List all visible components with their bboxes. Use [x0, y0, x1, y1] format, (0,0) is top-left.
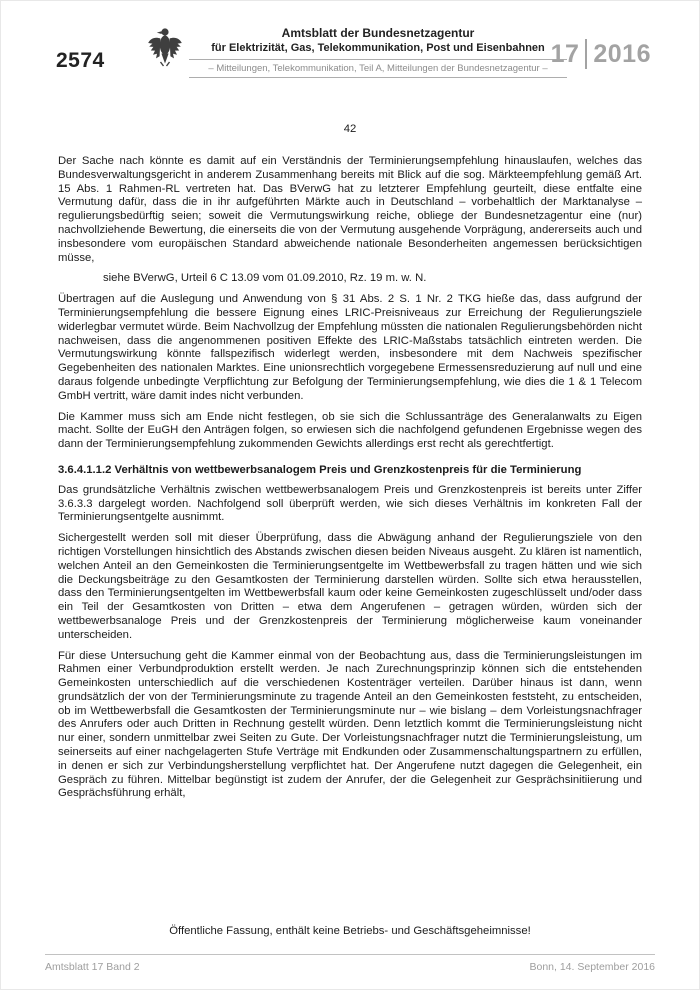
body-paragraph: Sichergestellt werden soll mit dieser Überprüfung, dass die Abwägung anhand der Regulierungsziele von den richtigen Vorstellungen hinsichtlich des Abstands zwischen diesen beiden Niveaus ausgeht. Zu klären ist namentlich, welchen Anteil an den Gemeinkosten die Terminierungsentgelte im Wettbewerbsfall zu tragen hätten und wie sich die Deckungsbeiträge zu den Gesamtkosten der Terminierung darstellen würden. Sollte sich etwa herausstellen, dass den Terminierungsentgelten im Wettbewerbsfall kaum oder keine Gemeinkosten zugeschlüsselt und/oder dass ein Teil der Gesamtkosten von Dritten – etwa dem Angerufenen – getragen würden, würden sich der wettbewerbsanaloge Preis und der Grenzkostenpreis der Terminierung möglicherweise kaum voneinander unterscheiden.	[58, 532, 642, 641]
page-number-left: 2574	[56, 49, 105, 72]
body-paragraph: Das grundsätzliche Verhältnis zwischen wettbewerbsanalogem Preis und Grenzkostenpreis ist bereits unter Ziffer 3.6.3.3 dargelegt worden. Nachfolgend soll überprüft werden, wie sich dieses Verhältnis im konkreten Fall der Terminierungsentgelte ausnimmt.	[58, 483, 642, 524]
footer-left: Amtsblatt 17 Band 2	[45, 961, 140, 973]
header-title-block	[189, 26, 567, 78]
header-org-line1: Amtsblatt der Bundesnetzagentur	[281, 26, 475, 40]
body-paragraph: Übertragen auf die Auslegung und Anwendung von § 31 Abs. 2 S. 1 Nr. 2 TKG hieße das, dass aufgrund der Terminierungsempfehlung die bessere Eignung eines LRIC-Preisniveaus zur Erreichung der Regulierungsziele widerlegbar vermutet würde. Beim Nachvollzug der Empfehlung müssten die nationalen Regulierungsbehörden nicht nachweisen, dass die angenommenen positiven Effekte des LRIC-Maßstabs tatsächlich eintreten werden. Die Vermutungswirkung könnte fallspezifisch widerlegt werden, insbesondere mit dem Nachweis spezifischer Gegebenheiten des nationalen Marktes. Eine unionsrechtlich vorgegebene Ermessensreduzierung auf null und eine daraus folgende unbedingte Verpflichtung zur Befolgung der Terminierungsempfehlung, wie dies die 1 & 1 Telecom GmbH vertritt, wäre damit indes nicht verbunden.	[58, 293, 642, 402]
issue-badge	[551, 39, 651, 69]
header-section-line: – Mitteilungen, Telekommunikation, Teil A, Mitteilungen der Bundesnetzagentur –	[189, 59, 567, 78]
issue-number: 17	[550, 39, 580, 68]
body-paragraph: Der Sache nach könnte es damit auf ein Verständnis der Terminierungsempfehlung hinauslaufen, welches das Bundesverwaltungsgericht in anderem Zusammenhang bereits mit Blick auf die sog. Märkteempfehlung gemäß Art. 15 Abs. 1 Rahmen-RL vertreten hat. Das BVerwG hat zu letzterer Empfehlung geurteilt, diese entfalte eine Vermutung dafür, dass die in ihr aufgeführten Märkte auch in Deutschland – vorbehaltlich der Marktanalyse – regulierungsbedürftig seien; soweit die Vermutungswirkung reiche, obliege der Bundesnetzagentur eine (nur) nachvollziehende Bewertung, die einerseits die von der Vermutung ausgehende Vorprägung, andererseits auch und insbesondere vom europäischen Standard abweichende nationale Besonderheiten angemessen berücksichtigen müsse,	[58, 155, 642, 264]
bundesadler-icon	[147, 23, 183, 69]
citation-line: siehe BVerwG, Urteil 6 C 13.09 vom 01.09.2010, Rz. 19 m. w. N.	[103, 272, 427, 285]
issue-divider-bar	[585, 39, 587, 69]
inner-page-number: 42	[343, 123, 357, 135]
body-paragraph: Die Kammer muss sich am Ende nicht festlegen, ob sie sich die Schlussanträge des Generalanwalts zu Eigen macht. Sollte der EuGH den Anträgen folgen, so erwiesen sich die nachfolgend gefundenen Ergebnisse wegen des dann der Terminierungsempfehlung zukommenden Gewichts allerdings erst recht als gerechtfertigt.	[58, 410, 642, 451]
page-header	[1, 1, 699, 93]
section-heading: 3.6.4.1.1.2 Verhältnis von wettbewerbsanalogem Preis und Grenzkostenpreis für die Terminierung	[58, 463, 582, 476]
document-body	[58, 123, 642, 808]
page-footer	[45, 954, 655, 973]
issue-year: 2016	[593, 39, 651, 68]
header-org-line2: für Elektrizität, Gas, Telekommunikation, Post und Eisenbahnen	[211, 42, 545, 54]
body-paragraph: Für diese Untersuchung geht die Kammer einmal von der Beobachtung aus, dass die Terminierungsleistungen im Rahmen einer Verbundproduktion erstellt werden. Je nach Zurechnungsprinzip können sich die entstehenden Gemeinkosten unterschiedlich auf die verschiedenen Kostenträger verteilen. Darüber hinaus ist dann, wenn grundsätzlich der von der Terminierungsminute zu tragende Anteil an den Gemeinkosten feststeht, zu entscheiden, ob im Wettbewerbsfall die Gesamtkosten der Terminierungsminute nur – wie bislang – dem Vorleistungsnachfrager des Anrufers oder auch Dritten in Rechnung gestellt würden. Denn letztlich kommt die Terminierungsleistung nicht nur einer, sondern unmittelbar zwei Seiten zu Gute. Der Vorleistungsnachfrager nutzt die Terminierungsleistung, um seinerseits auf einer nachgelagerten Stufe Verträge mit Endkunden oder Zusammenschaltungspartnern zu erfüllen, in denen er sich zur Verbindungsherstellung verpflichtet hat. Der Angerufene nutzt dagegen die Gelegenheit, ein Gespräch zu führen. Mittelbar begünstigt ist zudem der Anrufer, der die Gelegenheit zur Gesprächsinitiierung und Gesprächsführung erhält,	[58, 649, 642, 800]
footer-right: Bonn, 14. September 2016	[529, 961, 655, 973]
public-version-note: Öffentliche Fassung, enthält keine Betriebs- und Geschäftsgeheimnisse!	[169, 925, 531, 937]
